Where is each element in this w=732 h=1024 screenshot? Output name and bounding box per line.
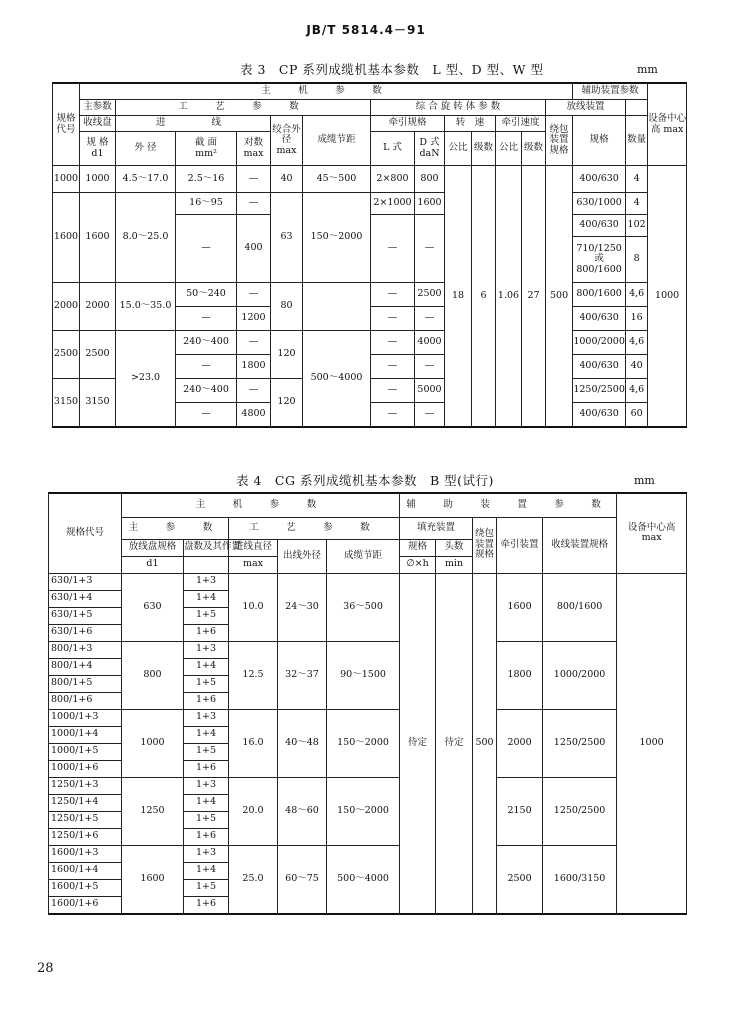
t3-haul-d: 2500 <box>415 283 445 307</box>
t3-h-haul-speed: 牵引速度 <box>496 116 546 132</box>
haul-device: 2500 <box>497 845 543 914</box>
feed-dia: 20.0 <box>229 777 278 845</box>
t3-h-qty: 数量 <box>626 116 648 166</box>
t3-spec: 630/1000 <box>573 193 626 215</box>
t4-h-aux: 辅 助 装 置 参 数 <box>400 493 617 517</box>
t4-h-haul: 牵引装置 <box>497 517 543 573</box>
t3-h-od: 外 径 <box>116 132 176 166</box>
t3-spec: 400/630 <box>573 403 626 427</box>
t3-levels2: 27 <box>522 166 546 427</box>
t3-od: 4.5～17.0 <box>116 166 176 193</box>
t3-h-section-unit: mm² <box>195 147 217 159</box>
page-number: 28 <box>37 961 54 976</box>
table3 <box>52 82 687 428</box>
t3-section: — <box>176 307 237 331</box>
t3-strand-od: 63 <box>271 193 303 283</box>
t3-lay: 45～500 <box>303 166 371 193</box>
t3-spec: 400/630 <box>573 215 626 237</box>
t3-pairs: 400 <box>237 215 271 283</box>
t3-code: 3150 <box>53 379 80 427</box>
t3-section: 2.5～16 <box>176 166 237 193</box>
t3-haul-l: 2×800 <box>371 166 415 193</box>
t3-qty: 40 <box>626 355 648 379</box>
lay-length: 90～1500 <box>327 641 400 709</box>
t4-h-f-spec: 规格 <box>400 539 436 556</box>
table3-caption: 表 3 CP 系列成缆机基本参数 L 型、D 型、W 型 <box>240 62 544 77</box>
t4-h-main-params: 主 参 数 <box>122 517 229 539</box>
t3-haul-l: — <box>371 307 415 331</box>
t3-strand-od: 40 <box>271 166 303 193</box>
t3-section: 240～400 <box>176 331 237 355</box>
spec-code: 800/1+5 <box>49 675 122 692</box>
t3-pairs: 1800 <box>237 355 271 379</box>
t3-pairs: — <box>237 193 271 215</box>
t3-h-levels1: 级数 <box>472 132 496 166</box>
t4-h-feed-max: max <box>229 556 278 573</box>
feed-dia: 12.5 <box>229 641 278 709</box>
t3-reel: 1000 <box>80 166 116 193</box>
spec-code: 1000/1+6 <box>49 760 122 777</box>
t3-strand-od: 80 <box>271 283 303 331</box>
spec-code: 800/1+4 <box>49 658 122 675</box>
t3-h-l-type: L 式 <box>371 132 415 166</box>
reel-spec: 1250 <box>122 777 184 845</box>
t3-h-section-label: 截 面 <box>194 137 218 149</box>
t4-h-feed-dia: 进线直径 <box>229 539 278 556</box>
t3-section: — <box>176 403 237 427</box>
out-dia: 40～48 <box>278 709 327 777</box>
t3-qty: 4,6 <box>626 331 648 355</box>
spec-code: 1600/1+3 <box>49 845 122 862</box>
t3-haul-d: — <box>415 307 445 331</box>
t3-qty: 60 <box>626 403 648 427</box>
t3-section: — <box>176 215 237 283</box>
spec-code: 630/1+3 <box>49 573 122 590</box>
t3-h-reel-spec-label: 规 格 <box>86 137 109 149</box>
t3-qty: 16 <box>626 307 648 331</box>
t4-h-center-height <box>617 493 687 573</box>
lay-length: 36～500 <box>327 573 400 641</box>
t4-h-reel-count: 盘数及其作置 <box>184 539 229 556</box>
spec-code: 800/1+3 <box>49 641 122 658</box>
t3-reel: 2000 <box>80 283 116 331</box>
t4-h-center-label: 设备中心高 <box>627 521 676 533</box>
t3-lay: 500～4000 <box>303 331 371 427</box>
t3-h-spec-code: 规格代号 <box>53 83 80 166</box>
t3-od: 8.0～25.0 <box>116 193 176 283</box>
t4-h-spec-code: 规格代号 <box>49 493 122 573</box>
t3-h-payoff-device: 放线装置 <box>546 100 626 116</box>
table-row <box>49 709 687 726</box>
feed-dia: 16.0 <box>229 709 278 777</box>
haul-device: 1600 <box>497 573 543 641</box>
t3-h-pairs-max: max <box>243 147 264 159</box>
t3-spec <box>573 237 626 283</box>
spec-code: 1000/1+4 <box>49 726 122 743</box>
t3-h-haul-spec: 牵引规格 <box>371 116 445 132</box>
reel-count: 1+3 <box>184 641 229 658</box>
reel-spec: 1000 <box>122 709 184 777</box>
out-dia: 60～75 <box>278 845 327 914</box>
spec-code: 1250/1+4 <box>49 794 122 811</box>
t4-h-center-max: max <box>641 532 662 544</box>
t3-section: 240～400 <box>176 379 237 403</box>
t4-h-f-dim: ∅×h <box>400 556 436 573</box>
table4-caption: 表 4 CG 系列成缆机基本参数 B 型(试行) <box>236 473 494 488</box>
t3-h-main-machine: 主 机 参 数 <box>80 83 573 100</box>
t3-haul-l: — <box>371 355 415 379</box>
t3-h-ratio1: 公比 <box>445 132 472 166</box>
t3-ratio1: 18 <box>445 166 472 427</box>
spec-code: 1250/1+3 <box>49 777 122 794</box>
reel-count: 1+5 <box>184 607 229 624</box>
t3-haul-l: 2×1000 <box>371 193 415 215</box>
t3-levels1: 6 <box>472 166 496 427</box>
reel-count: 1+4 <box>184 862 229 879</box>
t3-strand-od: 120 <box>271 379 303 427</box>
table-row <box>49 641 687 658</box>
t3-haul-l: — <box>371 215 415 283</box>
t3-spec: 800/1600 <box>573 283 626 307</box>
table4-unit: mm <box>634 474 655 487</box>
t3-code: 1000 <box>53 166 80 193</box>
t3-center-height: 1000 <box>648 166 687 427</box>
t3-spec: 1000/2000 <box>573 331 626 355</box>
t3-haul-d: — <box>415 355 445 379</box>
feed-dia: 25.0 <box>229 845 278 914</box>
center-height: 1000 <box>617 573 687 914</box>
t3-h-d-type-label: D 式 <box>419 137 440 149</box>
t4-h-f-heads: 头数 <box>436 539 473 556</box>
t4-h-takeup: 收线装置规格 <box>543 517 617 573</box>
t4-h-filler: 填充装置 <box>400 517 473 539</box>
reel-count: 1+4 <box>184 658 229 675</box>
t3-haul-l: — <box>371 379 415 403</box>
spec-code: 630/1+6 <box>49 624 122 641</box>
t3-haul-d: 1600 <box>415 193 445 215</box>
out-dia: 24～30 <box>278 573 327 641</box>
spec-code: 1600/1+6 <box>49 896 122 914</box>
t3-reel: 1600 <box>80 193 116 283</box>
t3-h-combined-rot: 综 合 旋 转 体 参 数 <box>371 100 546 116</box>
t3-haul-d: 4000 <box>415 331 445 355</box>
t4-h-lay: 成缆节距 <box>327 539 400 573</box>
reel-spec: 800 <box>122 641 184 709</box>
takeup-spec: 800/1600 <box>543 573 617 641</box>
reel-count: 1+5 <box>184 743 229 760</box>
t3-od: >23.0 <box>116 331 176 427</box>
t3-lay-empty <box>303 283 371 331</box>
t3-qty: 4 <box>626 166 648 193</box>
t3-pairs: — <box>237 283 271 307</box>
t3-section: — <box>176 355 237 379</box>
t3-h-taping: 绕包装置规格 <box>546 116 573 166</box>
t3-haul-l: — <box>371 331 415 355</box>
spec-code: 630/1+5 <box>49 607 122 624</box>
reel-spec: 630 <box>122 573 184 641</box>
spec-code: 800/1+6 <box>49 692 122 709</box>
document-header: JB/T 5814.4－91 <box>306 23 426 37</box>
t4-h-d1: d1 <box>122 556 184 573</box>
table-row <box>49 777 687 794</box>
t3-h-spec: 规格 <box>573 116 626 166</box>
t3-qty: 4 <box>626 193 648 215</box>
reel-count: 1+4 <box>184 590 229 607</box>
reel-count: 1+5 <box>184 811 229 828</box>
t3-haul-d: 800 <box>415 166 445 193</box>
t3-h-payoff-reel: 收线盘 <box>80 116 116 132</box>
reel-count: 1+5 <box>184 879 229 896</box>
reel-count: 1+3 <box>184 845 229 862</box>
spec-code: 1000/1+5 <box>49 743 122 760</box>
spec-code: 1250/1+5 <box>49 811 122 828</box>
lay-length: 150～2000 <box>327 777 400 845</box>
t3-h-process: 工 艺 参 数 <box>116 100 371 116</box>
t3-h-ratio2: 公比 <box>496 132 522 166</box>
t3-code: 2500 <box>53 331 80 379</box>
t3-h-levels2: 级数 <box>522 132 546 166</box>
t3-reel: 2500 <box>80 331 116 379</box>
reel-count: 1+6 <box>184 692 229 709</box>
t3-code: 1600 <box>53 193 80 283</box>
t3-section: 16～95 <box>176 193 237 215</box>
spec-code: 1000/1+3 <box>49 709 122 726</box>
spec-code: 1250/1+6 <box>49 828 122 845</box>
t3-pairs: — <box>237 166 271 193</box>
t3-section: 50～240 <box>176 283 237 307</box>
t3-h-lay: 成缆节距 <box>303 116 371 166</box>
t3-h-pairs <box>237 132 271 166</box>
table-row <box>49 573 687 590</box>
t4-h-f-min: min <box>436 556 473 573</box>
t3-ratio2: 1.06 <box>496 166 522 427</box>
t3-code: 2000 <box>53 283 80 331</box>
t3-h-section <box>176 132 237 166</box>
lay-length: 150～2000 <box>327 709 400 777</box>
t3-spec: 400/630 <box>573 355 626 379</box>
haul-device: 2150 <box>497 777 543 845</box>
reel-count: 1+3 <box>184 777 229 794</box>
t3-h-main-params: 主参数 <box>80 100 116 116</box>
t3-lay: 150～2000 <box>303 193 371 283</box>
reel-count: 1+6 <box>184 828 229 845</box>
t4-h-reel-spec: 放线盘规格 <box>122 539 184 556</box>
t3-pairs: 4800 <box>237 403 271 427</box>
takeup-spec: 1250/2500 <box>543 709 617 777</box>
t3-haul-l: — <box>371 403 415 427</box>
t3-spec-line: 800/1600 <box>576 263 622 275</box>
takeup-spec: 1600/3150 <box>543 845 617 914</box>
t3-h-reel-spec <box>80 132 116 166</box>
t3-h-pairs-label: 对数 <box>243 137 263 149</box>
reel-count: 1+3 <box>184 709 229 726</box>
t3-h-aux: 辅助装置参数 <box>573 83 648 100</box>
t3-h-dan: daN <box>419 147 440 159</box>
t3-haul-d: — <box>415 403 445 427</box>
filler-spec: 待定 <box>400 573 436 914</box>
reel-count: 1+5 <box>184 675 229 692</box>
t3-spec-line: 或 <box>594 253 604 265</box>
t3-spec: 1250/2500 <box>573 379 626 403</box>
t3-pairs: — <box>237 331 271 355</box>
t3-reel: 3150 <box>80 379 116 427</box>
t3-pairs: 1200 <box>237 307 271 331</box>
t3-spec: 400/630 <box>573 307 626 331</box>
reel-count: 1+6 <box>184 896 229 914</box>
table3-unit: mm <box>637 63 658 76</box>
t3-haul-d: 5000 <box>415 379 445 403</box>
out-dia: 32～37 <box>278 641 327 709</box>
spec-code: 1600/1+4 <box>49 862 122 879</box>
t3-qty: 4,6 <box>626 283 648 307</box>
t3-strand-od: 120 <box>271 331 303 379</box>
t3-haul-d: — <box>415 215 445 283</box>
reel-count: 1+4 <box>184 726 229 743</box>
t4-h-taping: 绕包装置规格 <box>473 517 497 573</box>
t3-h-strand-od: 绞合外径 max <box>271 116 303 166</box>
t3-h-reel-d1: d1 <box>91 147 104 159</box>
haul-device: 2000 <box>497 709 543 777</box>
t3-qty: 102 <box>626 215 648 237</box>
t3-qty: 4,6 <box>626 379 648 403</box>
table4-body <box>49 573 687 914</box>
t3-taping: 500 <box>546 166 573 427</box>
reel-count: 1+6 <box>184 624 229 641</box>
spec-code: 630/1+4 <box>49 590 122 607</box>
t3-pairs: — <box>237 379 271 403</box>
table-row <box>49 845 687 862</box>
t3-haul-l: — <box>371 283 415 307</box>
t3-od: 15.0～35.0 <box>116 283 176 331</box>
out-dia: 48～60 <box>278 777 327 845</box>
reel-count: 1+6 <box>184 760 229 777</box>
t4-h-reel-count-sub <box>184 556 229 573</box>
t3-h-d-type <box>415 132 445 166</box>
t3-h-feed: 进 线 <box>116 116 271 132</box>
taping-spec: 500 <box>473 573 497 914</box>
t4-h-process: 工 艺 参 数 <box>229 517 400 539</box>
filler-heads: 待定 <box>436 573 473 914</box>
t3-qty: 8 <box>626 237 648 283</box>
reel-count: 1+4 <box>184 794 229 811</box>
t3-spec-line: 710/1250 <box>576 242 622 254</box>
reel-spec: 1600 <box>122 845 184 914</box>
t3-spec: 400/630 <box>573 166 626 193</box>
spec-code: 1600/1+5 <box>49 879 122 896</box>
takeup-spec: 1000/2000 <box>543 641 617 709</box>
reel-count: 1+3 <box>184 573 229 590</box>
table4 <box>48 492 687 915</box>
lay-length: 500～4000 <box>327 845 400 914</box>
t3-h-speed: 转 速 <box>445 116 496 132</box>
t4-h-main-machine: 主 机 参 数 <box>122 493 400 517</box>
t3-h-center-height: 设备中心高 max <box>648 83 687 166</box>
t4-h-out-dia: 出线外径 <box>278 539 327 573</box>
feed-dia: 10.0 <box>229 573 278 641</box>
takeup-spec: 1250/2500 <box>543 777 617 845</box>
haul-device: 1800 <box>497 641 543 709</box>
